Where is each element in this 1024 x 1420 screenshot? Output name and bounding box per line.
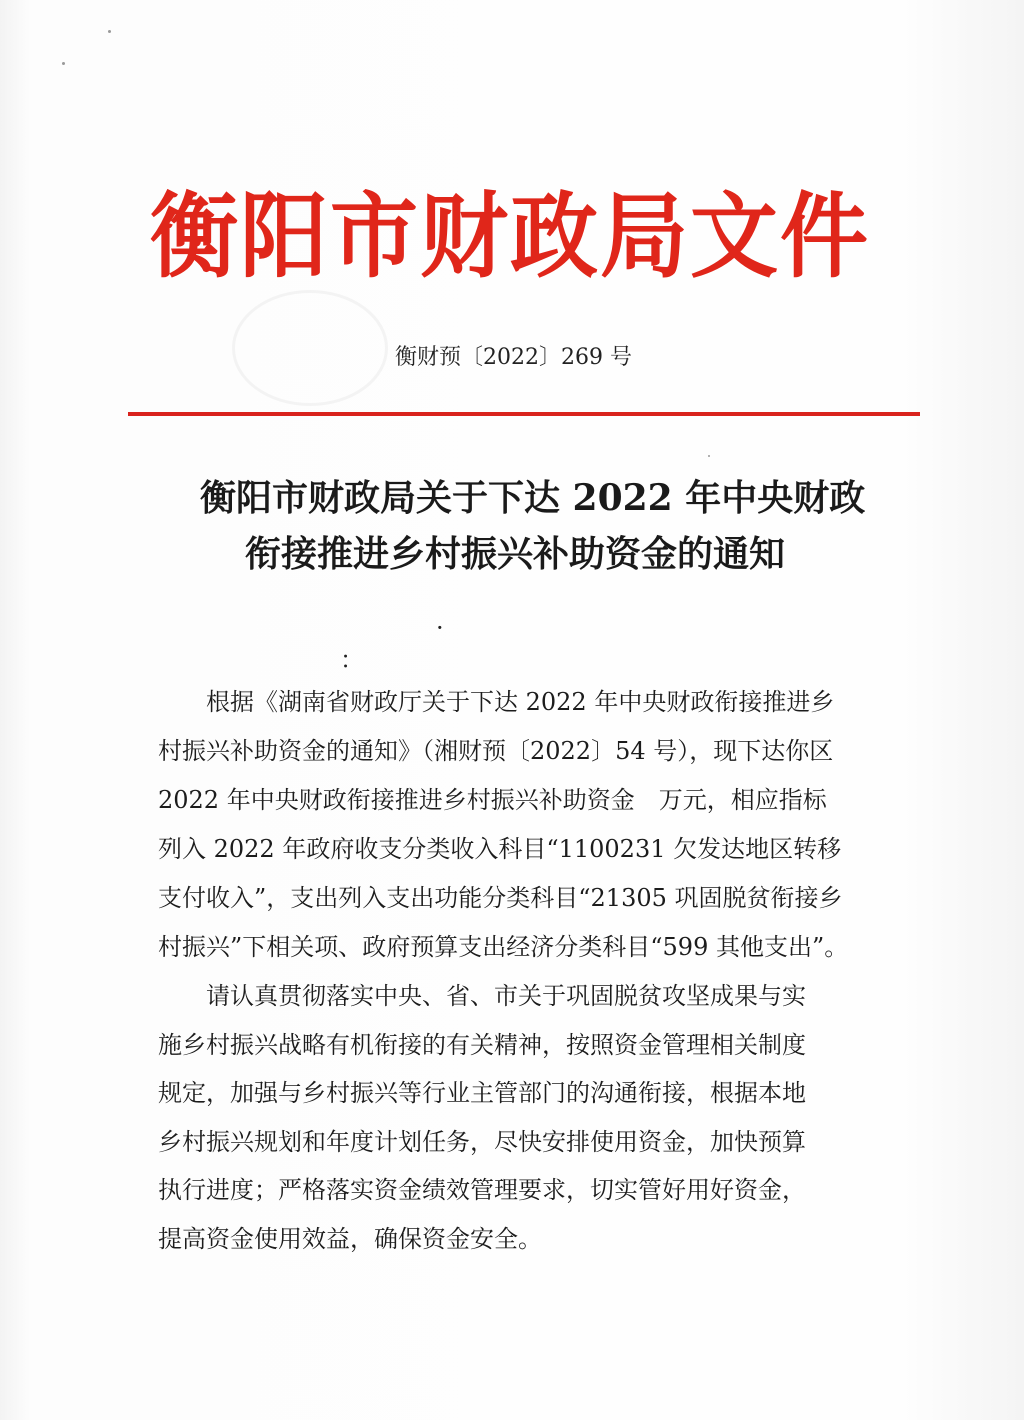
- body-paragraph-2-line: 施乡村振兴战略有机衔接的有关精神，按照资金管理相关制度: [158, 1031, 806, 1059]
- body-paragraph-1-line: 列入 2022 年政府收支分类收入科目“1100231 欠发达地区转移: [158, 835, 842, 863]
- body-paragraph-2-line: 执行进度；严格落实资金绩效管理要求，切实管好用好资金，: [158, 1176, 806, 1204]
- notice-title-line-2: 衔接推进乡村振兴补助资金的通知: [245, 533, 786, 575]
- body-paragraph-1-line: 2022 年中央财政衔接推进乡村振兴补助资金 万元，相应指标: [158, 786, 827, 814]
- body-paragraph-1-line: 村振兴”下相关项、政府预算支出经济分类科目“599 其他支出”。: [158, 933, 849, 961]
- notice-title-line-1: 衡阳市财政局关于下达 2022 年中央财政: [200, 477, 866, 519]
- red-separator-rule: [128, 412, 920, 416]
- stray-dot: ·: [436, 614, 444, 642]
- document-number: 衡财预〔2022〕269 号: [395, 345, 632, 370]
- scan-speck: [108, 30, 111, 33]
- body-paragraph-1-line: 根据《湖南省财政厅关于下达 2022 年中央财政衔接推进乡: [158, 688, 835, 716]
- body-paragraph-2-line: 乡村振兴规划和年度计划任务，尽快安排使用资金，加快预算: [158, 1128, 806, 1156]
- body-paragraph-2-line: 请认真贯彻落实中央、省、市关于巩固脱贫攻坚成果与实: [158, 982, 806, 1010]
- scan-speck: [62, 62, 65, 65]
- body-paragraph-2-line: 提高资金使用效益，确保资金安全。: [158, 1225, 542, 1253]
- faint-stamp-mark: [232, 290, 388, 406]
- addressee-colon: ：: [340, 646, 364, 674]
- issuer-header-title: 衡阳市财政局文件: [150, 181, 871, 291]
- body-paragraph-1-line: 村振兴补助资金的通知》（湘财预〔2022〕54 号），现下达你区: [158, 737, 834, 765]
- body-paragraph-2-line: 规定，加强与乡村振兴等行业主管部门的沟通衔接，根据本地: [158, 1079, 806, 1107]
- body-paragraph-1-line: 支付收入”，支出列入支出功能分类科目“21305 巩固脱贫衔接乡: [158, 884, 843, 912]
- scan-speck: [708, 455, 710, 457]
